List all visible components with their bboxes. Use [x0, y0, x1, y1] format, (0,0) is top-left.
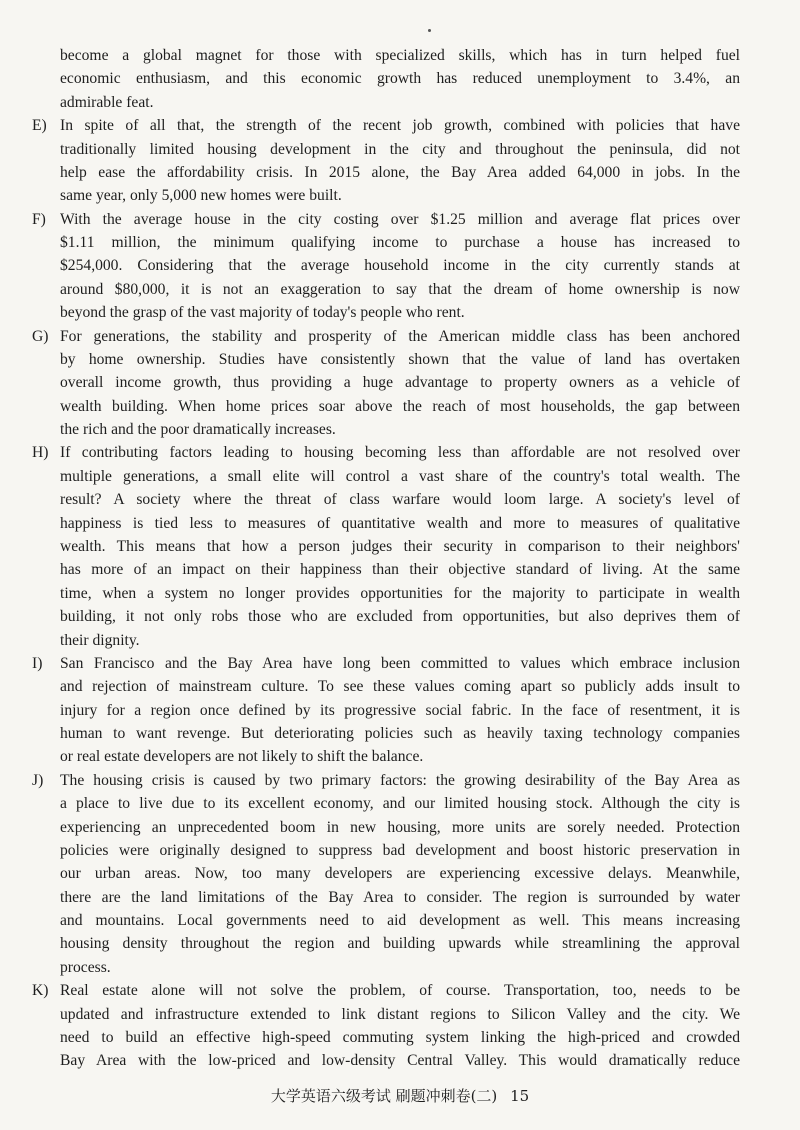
- text-line: overall income growth, thus providing a huge advantage to property owners as a vehicle of: [60, 374, 740, 392]
- text-line: wealth. This means that how a person judges their security in comparison to their neighbors': [60, 537, 740, 555]
- text-line: The housing crisis is caused by two primary factors: the growing desirability of the Bay Area as: [60, 771, 740, 789]
- paragraph-label: H): [32, 444, 49, 462]
- text-line: has more of an impact on their happiness than their objective standard of living. At the same: [60, 561, 740, 579]
- text-line: a place to live due to its excellent economy, and our limited housing stock. Although the city is: [60, 795, 740, 813]
- text-line: same year, only 5,000 new homes were built.: [60, 187, 342, 205]
- paragraph-label: E): [32, 117, 47, 135]
- text-line: happiness is tied less to measures of quantitative wealth and more to measures of qualitative: [60, 514, 740, 532]
- text-line: help ease the affordability crisis. In 2015 alone, the Bay Area added 64,000 in jobs. In the: [60, 163, 740, 181]
- text-line: traditionally limited housing development in the city and throughout the peninsula, did not: [60, 140, 740, 158]
- text-line: the rich and the poor dramatically increases.: [60, 421, 336, 439]
- text-line: policies were originally designed to suppress bad development and boost historic preservation in: [60, 841, 740, 859]
- text-line: experiencing an unprecedented boom in new housing, more units are sorely needed. Protection: [60, 818, 740, 836]
- text-line: there are the land limitations of the Bay Area to consider. The region is surrounded by water: [60, 888, 740, 906]
- text-line: If contributing factors leading to housing becoming less than affordable are not resolved over: [60, 444, 740, 462]
- text-line: human to want revenge. But deteriorating policies such as heavily taxing technology companies: [60, 725, 740, 743]
- text-line: our urban areas. Now, too many developers are experiencing excessive delays. Meanwhile,: [60, 865, 740, 883]
- text-line: by home ownership. Studies have consistently shown that the value of land has overtaken: [60, 350, 740, 368]
- text-line: their dignity.: [60, 631, 140, 649]
- print-dot: [428, 29, 431, 32]
- text-line: injury for a region once defined by its progressive social fabric. In the face of resentment, it is: [60, 701, 740, 719]
- text-line: Bay Area with the low-priced and low-density Central Valley. This would dramatically reduce: [60, 1052, 740, 1070]
- text-line: or real estate developers are not likely to shift the balance.: [60, 748, 424, 766]
- page-footer: [0, 1086, 800, 1106]
- paragraph-label: K): [32, 982, 49, 1000]
- text-line: need to build an effective high-speed commuting system linking the high-priced and crowded: [60, 1028, 740, 1046]
- text-line: building, it not only robs those who are excluded from opportunities, but also deprives them of: [60, 608, 740, 626]
- text-line: updated and infrastructure extended to link distant regions to Silicon Valley and the city. We: [60, 1005, 740, 1023]
- paragraph-label: J): [32, 771, 44, 789]
- text-line: and rejection of mainstream culture. To see these values coming apart so publicly adds insult to: [60, 678, 740, 696]
- text-line: $254,000. Considering that the average household income in the city currently stands at: [60, 257, 740, 275]
- footer-book-title: 大学英语六级考试 刷题冲刺卷(二): [270, 1087, 498, 1105]
- text-line: $1.11 million, the minimum qualifying income to purchase a house has increased to: [60, 234, 740, 252]
- text-line: multiple generations, a small elite will control a vast share of the country's total wealth. The: [60, 467, 740, 485]
- paragraph-label: F): [32, 210, 46, 228]
- text-line: For generations, the stability and prosperity of the American middle class has been anchored: [60, 327, 740, 345]
- text-line: economic enthusiasm, and this economic growth has reduced unemployment to 3.4%, an: [60, 70, 740, 88]
- text-line: In spite of all that, the strength of the recent job growth, combined with policies that have: [60, 117, 740, 135]
- text-line: San Francisco and the Bay Area have long been committed to values which embrace inclusion: [60, 654, 740, 672]
- text-line: wealth building. When home prices soar above the reach of most households, the gap between: [60, 397, 740, 415]
- text-line: With the average house in the city costing over $1.25 million and average flat prices over: [60, 210, 740, 228]
- paragraph-label: G): [32, 327, 49, 345]
- text-line: become a global magnet for those with specialized skills, which has in turn helped fuel: [60, 47, 740, 64]
- text-line: beyond the grasp of the vast majority of today's people who rent.: [60, 304, 465, 322]
- text-line: result? A society where the threat of class warfare would loom large. A society's level of: [60, 491, 740, 509]
- text-line: around $80,000, it is not an exaggeration to say that the dream of home ownership is now: [60, 280, 740, 298]
- text-line: and mountains. Local governments need to aid development as well. This means increasing: [60, 912, 740, 930]
- text-line: process.: [60, 958, 111, 976]
- text-line: admirable feat.: [60, 93, 154, 111]
- footer-page-number: 15: [510, 1087, 530, 1105]
- text-line: time, when a system no longer provides opportunities for the majority to participate in wealth: [60, 584, 740, 602]
- paragraph-label: I): [32, 654, 43, 672]
- text-line: Real estate alone will not solve the problem, of course. Transportation, too, needs to be: [60, 982, 740, 1000]
- text-line: housing density throughout the region and building upwards while streamlining the approval: [60, 935, 740, 953]
